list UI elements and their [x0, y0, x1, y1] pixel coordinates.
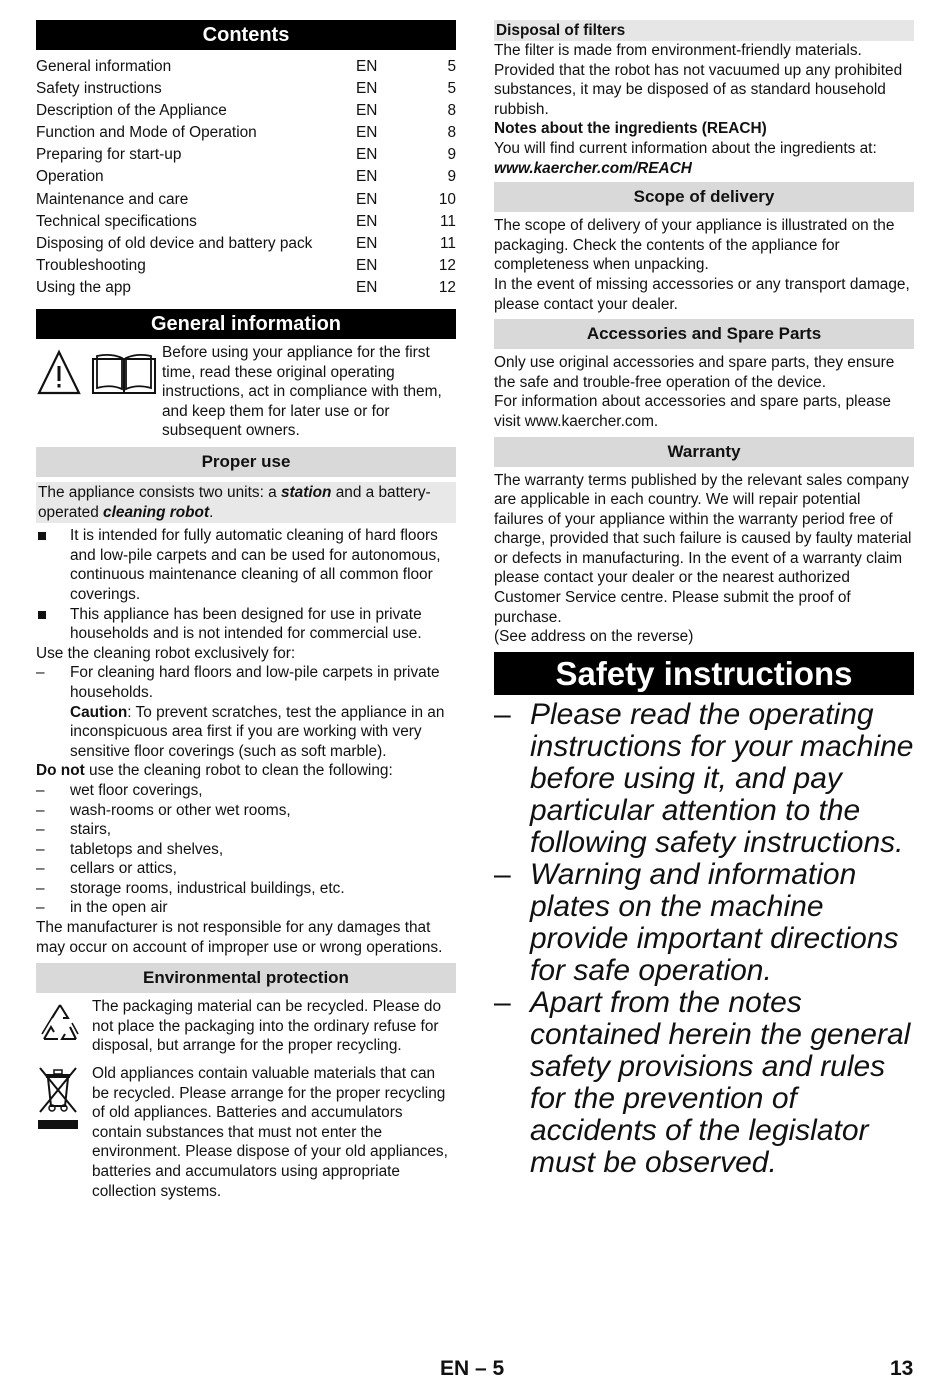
dash-text: For cleaning hard floors and low-pile carpets in private households.: [70, 664, 440, 701]
do-not-rest: use the cleaning robot to clean the following:: [84, 762, 393, 780]
manual-icons: [36, 343, 162, 441]
toc-title: Troubleshooting: [36, 256, 146, 274]
use-for-text: Use the cleaning robot exclusively for:: [36, 644, 296, 662]
dash-item: [36, 859, 456, 879]
toc-lang: EN: [356, 190, 378, 208]
dash-item: [36, 898, 456, 918]
proper-use-intro: [36, 482, 456, 523]
recycling-icon: [36, 1001, 84, 1047]
bullet-item: [36, 605, 456, 644]
scope-text-1: The scope of delivery of your appliance is illustrated on the packaging. Check the contents of the appliance for completeness when unpacking.: [494, 217, 895, 274]
toc-row[interactable]: [36, 189, 456, 211]
toc-lang: EN: [356, 58, 378, 75]
toc-page: 8: [447, 102, 456, 120]
bullet-item: [36, 526, 456, 604]
packaging-text: The packaging material can be recycled. Please do not place the packaging into the ordinary refuse for disposal, but arrange for the proper recycling.: [92, 998, 442, 1055]
toc-lang: EN: [356, 234, 378, 252]
toc-row[interactable]: [36, 100, 456, 122]
toc-row[interactable]: [36, 277, 456, 299]
intro-text: The appliance consists two units: a: [38, 484, 281, 501]
dash-text: wet floor coverings,: [70, 781, 203, 799]
dash-text: wash-rooms or other wet rooms,: [70, 801, 291, 819]
reach-text: You will find current information about the ingredients at:: [494, 139, 877, 157]
dash-item: [36, 879, 456, 899]
toc-page: 11: [440, 234, 456, 252]
toc-row[interactable]: [36, 144, 456, 166]
contents-table: [36, 56, 456, 299]
dash-marker: –: [36, 860, 45, 878]
toc-lang: EN: [356, 168, 378, 186]
general-information-heading: General information: [36, 309, 456, 339]
scope-text-2: In the event of missing accessories or any transport damage, please contact your dealer.: [494, 275, 910, 313]
toc-title: Maintenance and care: [36, 190, 189, 208]
safety-text: Apart from the notes contained herein the general safety provisions and rules for the prevention of accidents of the legislator must be observed.: [530, 985, 911, 1179]
safety-item: [494, 859, 914, 987]
caution-text: : To prevent scratches, test the appliance in an inconspicuous area first if you are working with very sensitive floor coverings (such as soft marble).: [70, 703, 445, 760]
safety-instructions-heading: Safety instructions: [494, 652, 914, 695]
dash-marker: –: [36, 781, 45, 799]
footer-language-page: EN – 5: [440, 1357, 505, 1380]
toc-title: Description of the Appliance: [36, 102, 227, 120]
safety-item: [494, 699, 914, 859]
crossed-bin-icon: [36, 1064, 80, 1134]
toc-lang: EN: [356, 102, 378, 120]
toc-lang: EN: [356, 80, 378, 98]
do-not-text: [36, 761, 456, 781]
square-bullet-icon: [38, 611, 46, 619]
toc-row[interactable]: [36, 122, 456, 144]
warranty-text: The warranty terms published by the relevant sales company are applicable in each country. We will repair potential failures of your appliance within the warranty period free of charge, provided that such failure is caused by faulty material or defects in manufacturing. In the event of a warranty claim please contact your dealer or the nearest authorized Customer Service centre. Please submit the proof of purchase.: [494, 471, 912, 626]
general-information-text: Before using your appliance for the first time, read these original operating instructions, act in compliance with them, and keep them for later use or for subsequent owners.: [162, 344, 442, 440]
warning-book-icon: [36, 349, 156, 399]
caution-label: Caution: [70, 703, 128, 721]
toc-title: Disposing of old device and battery pack: [36, 234, 313, 252]
dash-item: [36, 663, 456, 761]
toc-title: General information: [36, 58, 172, 75]
safety-text: Warning and information plates on the machine provide important directions for safe operation.: [530, 857, 899, 987]
dash-item: [36, 781, 456, 801]
toc-page: 5: [447, 58, 456, 75]
dash-text: cellars or attics,: [70, 860, 177, 878]
liability-text: The manufacturer is not responsible for any damages that may occur on account of improper use or wrong operations.: [36, 919, 443, 956]
dash-marker: –: [36, 899, 45, 917]
dash-marker: –: [36, 879, 45, 897]
safety-text: Please read the operating instructions for your machine before using it, and pay particular attention to the following safety instructions.: [530, 697, 914, 859]
bullet-text: It is intended for fully automatic cleaning of hard floors and low-pile carpets and can be used for autonomous, continuous maintenance cleaning of all common floor coverings.: [70, 527, 441, 603]
toc-page: 10: [438, 190, 456, 208]
toc-title: Operation: [36, 168, 104, 186]
disposal-filters-heading: Disposal of filters: [494, 20, 914, 41]
toc-row[interactable]: [36, 211, 456, 233]
do-not-label: Do not: [36, 762, 85, 780]
dash-marker: –: [494, 985, 511, 1019]
dash-item: [36, 801, 456, 821]
dash-text: storage rooms, industrical buildings, etc.: [70, 879, 345, 897]
toc-lang: EN: [356, 256, 378, 274]
toc-page: 11: [440, 212, 456, 230]
accessories-text-2: For information about accessories and spare parts, please visit www.kaercher.com.: [494, 393, 891, 430]
environmental-protection-heading: Environmental protection: [36, 963, 456, 993]
toc-lang: EN: [356, 146, 378, 164]
dash-marker: –: [494, 857, 511, 891]
toc-row[interactable]: [36, 56, 456, 78]
toc-row[interactable]: [36, 233, 456, 255]
reach-link[interactable]: www.kaercher.com/REACH: [494, 159, 692, 177]
footer-page-number: 13: [890, 1357, 914, 1380]
toc-page: 9: [447, 146, 456, 164]
toc-page: 5: [447, 80, 456, 98]
safety-item: [494, 987, 914, 1179]
filters-text: The filter is made from environment-friendly materials. Provided that the robot has not vacuumed up any prohibited substances, it may be disposed of as standard household rubbish.: [494, 42, 903, 118]
contents-heading: Contents: [36, 20, 456, 50]
right-column: [494, 0, 914, 1179]
toc-lang: EN: [356, 212, 378, 230]
left-column: [36, 0, 456, 1201]
old-appliance-text: Old appliances contain valuable materials that can be recycled. Please arrange for the proper recycling of old appliances. Batteries and accumulators contain substances that must not enter the environment. Please dispose of your old appliances, batteries and accumulators using appropriate collection systems.: [92, 1065, 448, 1200]
dash-marker: –: [36, 801, 45, 819]
dash-marker: –: [36, 821, 45, 839]
dash-text: stairs,: [70, 821, 112, 839]
toc-title: Using the app: [36, 278, 131, 296]
robot-term: cleaning robot: [103, 503, 210, 521]
accessories-text-1: Only use original accessories and spare parts, they ensure the safe and trouble-free operation of the device.: [494, 354, 895, 391]
square-bullet-icon: [38, 532, 46, 540]
dash-marker: –: [36, 840, 45, 858]
toc-page: 9: [447, 168, 456, 186]
recycling-icon-wrap: [36, 997, 92, 1056]
bullet-text: This appliance has been designed for use in private households and is not intended for commercial use.: [70, 605, 422, 643]
proper-use-heading: Proper use: [36, 447, 456, 477]
toc-page: 12: [438, 278, 456, 296]
dash-marker: –: [36, 664, 45, 682]
dash-item: [36, 840, 456, 860]
toc-title: Preparing for start-up: [36, 146, 182, 164]
toc-title: Technical specifications: [36, 212, 197, 230]
toc-title: Function and Mode of Operation: [36, 124, 257, 142]
general-information-block: [36, 343, 456, 441]
old-appliance-block: [36, 1064, 456, 1201]
toc-row[interactable]: [36, 78, 456, 100]
toc-row[interactable]: [36, 255, 456, 277]
toc-page: 8: [447, 124, 456, 142]
toc-page: 12: [438, 256, 456, 274]
warranty-heading: Warranty: [494, 437, 914, 467]
reach-heading: Notes about the ingredients (REACH): [494, 120, 767, 138]
bin-icon-wrap: [36, 1064, 92, 1201]
dash-marker: –: [494, 697, 511, 731]
toc-row[interactable]: [36, 166, 456, 188]
packaging-recycling-block: [36, 997, 456, 1056]
station-term: station: [280, 484, 332, 501]
dash-item: [36, 820, 456, 840]
accessories-heading: Accessories and Spare Parts: [494, 319, 914, 349]
warranty-address: (See address on the reverse): [494, 628, 694, 646]
toc-lang: EN: [356, 278, 378, 296]
dash-text: in the open air: [70, 899, 168, 917]
dash-text: tabletops and shelves,: [70, 840, 224, 858]
intro-text: and a battery-operated: [38, 484, 431, 521]
toc-lang: EN: [356, 124, 378, 142]
scope-of-delivery-heading: Scope of delivery: [494, 182, 914, 212]
toc-title: Safety instructions: [36, 80, 162, 98]
intro-text: .: [209, 503, 214, 521]
